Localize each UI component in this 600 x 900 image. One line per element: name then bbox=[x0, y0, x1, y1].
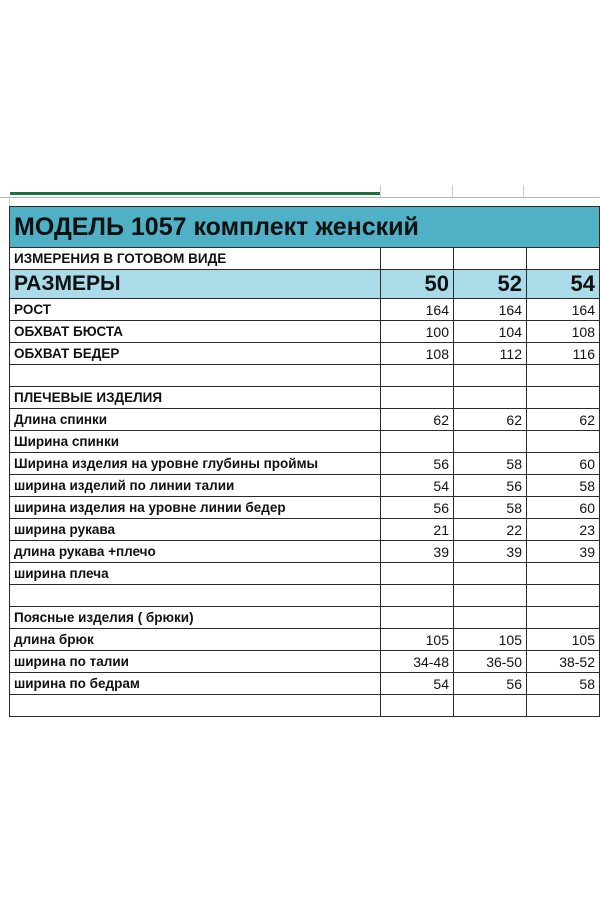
size-chart-table bbox=[9, 206, 600, 717]
measurement-value[interactable]: 105 bbox=[527, 629, 600, 651]
measurement-label[interactable] bbox=[10, 365, 381, 387]
measurement-value[interactable] bbox=[454, 365, 527, 387]
measurement-label[interactable]: Поясные изделия ( брюки) bbox=[10, 607, 381, 629]
measurement-value[interactable]: 62 bbox=[527, 409, 600, 431]
measurement-value[interactable] bbox=[454, 695, 527, 717]
sizes-header-row bbox=[10, 270, 600, 299]
measurement-label[interactable]: ширина по бедрам bbox=[10, 673, 381, 695]
measurement-value[interactable]: 36-50 bbox=[454, 651, 527, 673]
table-row bbox=[10, 321, 600, 343]
measurement-value[interactable]: 54 bbox=[381, 673, 454, 695]
measurement-value[interactable] bbox=[381, 431, 454, 453]
measurement-value[interactable]: 100 bbox=[381, 321, 454, 343]
measurement-value[interactable]: 164 bbox=[454, 299, 527, 321]
measurement-value[interactable]: 116 bbox=[527, 343, 600, 365]
table-row bbox=[10, 365, 600, 387]
measurement-value[interactable] bbox=[527, 387, 600, 409]
table-row bbox=[10, 497, 600, 519]
measurement-value[interactable]: 54 bbox=[381, 475, 454, 497]
measurement-label[interactable]: Длина спинки bbox=[10, 409, 381, 431]
table-row bbox=[10, 607, 600, 629]
table-row bbox=[10, 651, 600, 673]
table-row bbox=[10, 695, 600, 717]
sizes-label[interactable]: РАЗМЕРЫ bbox=[10, 270, 381, 299]
measurement-value[interactable]: 38-52 bbox=[527, 651, 600, 673]
measurement-value[interactable] bbox=[454, 387, 527, 409]
size-header-54[interactable]: 54 bbox=[527, 270, 600, 299]
measurement-value[interactable]: 62 bbox=[381, 409, 454, 431]
measurement-label[interactable]: ширина плеча bbox=[10, 563, 381, 585]
measurement-value[interactable]: 105 bbox=[454, 629, 527, 651]
measurement-value[interactable]: 58 bbox=[527, 673, 600, 695]
measurement-value[interactable]: 56 bbox=[454, 475, 527, 497]
size-chart-table-wrap bbox=[9, 206, 600, 717]
measurement-value[interactable]: 39 bbox=[454, 541, 527, 563]
measurement-label[interactable]: Ширина изделия на уровне глубины проймы bbox=[10, 453, 381, 475]
measurement-value[interactable]: 58 bbox=[527, 475, 600, 497]
table-row bbox=[10, 629, 600, 651]
measurement-value[interactable] bbox=[381, 365, 454, 387]
measurement-value[interactable]: 39 bbox=[381, 541, 454, 563]
table-row bbox=[10, 541, 600, 563]
measurement-label[interactable]: ОБХВАТ БЕДЕР bbox=[10, 343, 381, 365]
table-row bbox=[10, 585, 600, 607]
measurement-value[interactable] bbox=[381, 563, 454, 585]
measurement-value[interactable] bbox=[381, 695, 454, 717]
measurement-value[interactable]: 21 bbox=[381, 519, 454, 541]
measurement-value[interactable]: 105 bbox=[381, 629, 454, 651]
subtitle-row bbox=[10, 248, 600, 270]
table-row bbox=[10, 673, 600, 695]
measurement-value[interactable] bbox=[527, 365, 600, 387]
measurement-value[interactable]: 23 bbox=[527, 519, 600, 541]
measurement-value[interactable]: 56 bbox=[454, 673, 527, 695]
table-row bbox=[10, 343, 600, 365]
measurement-label[interactable]: длина брюк bbox=[10, 629, 381, 651]
measurement-value[interactable] bbox=[454, 585, 527, 607]
measurement-value[interactable]: 108 bbox=[527, 321, 600, 343]
measurement-value[interactable] bbox=[454, 563, 527, 585]
table-row bbox=[10, 475, 600, 497]
measurement-value[interactable]: 56 bbox=[381, 497, 454, 519]
measurement-value[interactable] bbox=[454, 607, 527, 629]
measurement-value[interactable]: 164 bbox=[381, 299, 454, 321]
measurement-label[interactable]: Ширина спинки bbox=[10, 431, 381, 453]
table-row bbox=[10, 431, 600, 453]
measurement-value[interactable]: 104 bbox=[454, 321, 527, 343]
measurements-subtitle[interactable]: ИЗМЕРЕНИЯ В ГОТОВОМ ВИДЕ bbox=[10, 248, 381, 270]
size-header-50[interactable]: 50 bbox=[381, 270, 454, 299]
measurement-label[interactable]: ОБХВАТ БЮСТА bbox=[10, 321, 381, 343]
table-row bbox=[10, 409, 600, 431]
table-row bbox=[10, 519, 600, 541]
measurement-label[interactable]: ширина по талии bbox=[10, 651, 381, 673]
model-title[interactable]: МОДЕЛЬ 1057 комплект женский bbox=[10, 207, 600, 248]
measurement-label[interactable]: РОСТ bbox=[10, 299, 381, 321]
spreadsheet-area bbox=[0, 185, 600, 710]
measurement-value[interactable]: 56 bbox=[381, 453, 454, 475]
measurement-value[interactable] bbox=[381, 585, 454, 607]
measurement-label[interactable] bbox=[10, 585, 381, 607]
measurement-value[interactable]: 60 bbox=[527, 497, 600, 519]
measurement-label[interactable]: ширина изделий по линии талии bbox=[10, 475, 381, 497]
measurement-label[interactable] bbox=[10, 695, 381, 717]
measurement-value[interactable]: 60 bbox=[527, 453, 600, 475]
measurement-value[interactable]: 22 bbox=[454, 519, 527, 541]
measurement-value[interactable]: 39 bbox=[527, 541, 600, 563]
measurement-value[interactable] bbox=[381, 607, 454, 629]
measurement-label[interactable]: ширина изделия на уровне линии бедер bbox=[10, 497, 381, 519]
measurement-value[interactable] bbox=[527, 563, 600, 585]
measurement-value[interactable]: 34-48 bbox=[381, 651, 454, 673]
measurement-value[interactable] bbox=[454, 431, 527, 453]
measurement-value[interactable] bbox=[527, 431, 600, 453]
measurement-value[interactable]: 164 bbox=[527, 299, 600, 321]
measurement-value[interactable]: 62 bbox=[454, 409, 527, 431]
title-row bbox=[10, 207, 600, 248]
measurement-value[interactable] bbox=[527, 585, 600, 607]
measurement-label[interactable]: ширина рукава bbox=[10, 519, 381, 541]
measurement-value[interactable]: 112 bbox=[454, 343, 527, 365]
measurement-value[interactable] bbox=[527, 695, 600, 717]
measurement-value[interactable]: 58 bbox=[454, 453, 527, 475]
measurement-value[interactable]: 108 bbox=[381, 343, 454, 365]
measurement-label[interactable]: длина рукава +плечо bbox=[10, 541, 381, 563]
measurement-value[interactable] bbox=[527, 607, 600, 629]
table-row bbox=[10, 387, 600, 409]
selection-indicator bbox=[10, 192, 380, 195]
table-row bbox=[10, 299, 600, 321]
measurement-value[interactable] bbox=[381, 387, 454, 409]
table-row bbox=[10, 563, 600, 585]
size-header-52[interactable]: 52 bbox=[454, 270, 527, 299]
sheet-top-row bbox=[0, 185, 600, 198]
table-row bbox=[10, 453, 600, 475]
measurement-label[interactable]: ПЛЕЧЕВЫЕ ИЗДЕЛИЯ bbox=[10, 387, 381, 409]
measurement-value[interactable]: 58 bbox=[454, 497, 527, 519]
